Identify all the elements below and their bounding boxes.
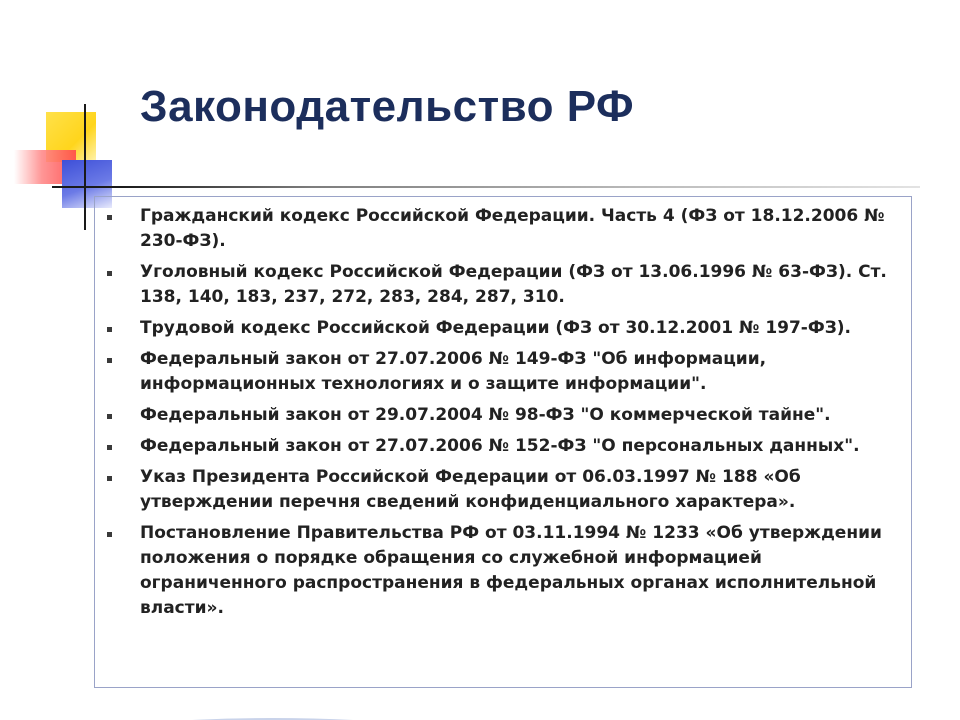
list-item bbox=[104, 465, 894, 515]
list-item bbox=[104, 434, 894, 459]
list-item-text: Постановление Правительства РФ от 03.11.1994 № 1233 «Об утверждении положения о порядке обращения со служебной информацией ограниченного распространения в федеральных органах исполнительной власти». bbox=[140, 523, 882, 618]
bullet-icon bbox=[107, 445, 112, 450]
list-item bbox=[104, 403, 894, 428]
bullet-icon bbox=[107, 414, 112, 419]
decor-swoosh bbox=[0, 600, 460, 720]
list-item-text: Гражданский кодекс Российской Федерации. Часть 4 (ФЗ от 18.12.2006 № 230-ФЗ). bbox=[140, 206, 885, 251]
list-item-text: Федеральный закон от 27.07.2006 № 149-ФЗ "Об информации, информационных технологиях и о защите информации". bbox=[140, 349, 767, 394]
bullet-icon bbox=[107, 476, 112, 481]
list-item bbox=[104, 347, 894, 397]
bullet-icon bbox=[107, 532, 112, 537]
list-item-text: Указ Президента Российской Федерации от 06.03.1997 № 188 «Об утверждении перечня сведений конфиденциального характера». bbox=[140, 467, 801, 512]
slide-title: Законодательство РФ bbox=[140, 82, 635, 131]
decor-vertical-line bbox=[84, 104, 86, 230]
bullet-icon bbox=[107, 271, 112, 276]
list-item-text: Трудовой кодекс Российской Федерации (ФЗ от 30.12.2001 № 197-ФЗ). bbox=[140, 318, 852, 338]
bullet-icon bbox=[107, 215, 112, 220]
legislation-list bbox=[104, 204, 894, 627]
list-item-text: Уголовный кодекс Российской Федерации (ФЗ от 13.06.1996 № 63-ФЗ). Ст. 138, 140, 183, 237, 272, 283, 284, 287, 310. bbox=[140, 262, 887, 307]
list-item bbox=[104, 204, 894, 254]
list-item-text: Федеральный закон от 29.07.2004 № 98-ФЗ "О коммерческой тайне". bbox=[140, 405, 831, 425]
list-item-text: Федеральный закон от 27.07.2006 № 152-ФЗ "О персональных данных". bbox=[140, 436, 860, 456]
bullet-icon bbox=[107, 327, 112, 332]
list-item bbox=[104, 316, 894, 341]
list-item bbox=[104, 260, 894, 310]
bullet-icon bbox=[107, 358, 112, 363]
title-underline bbox=[52, 186, 920, 188]
